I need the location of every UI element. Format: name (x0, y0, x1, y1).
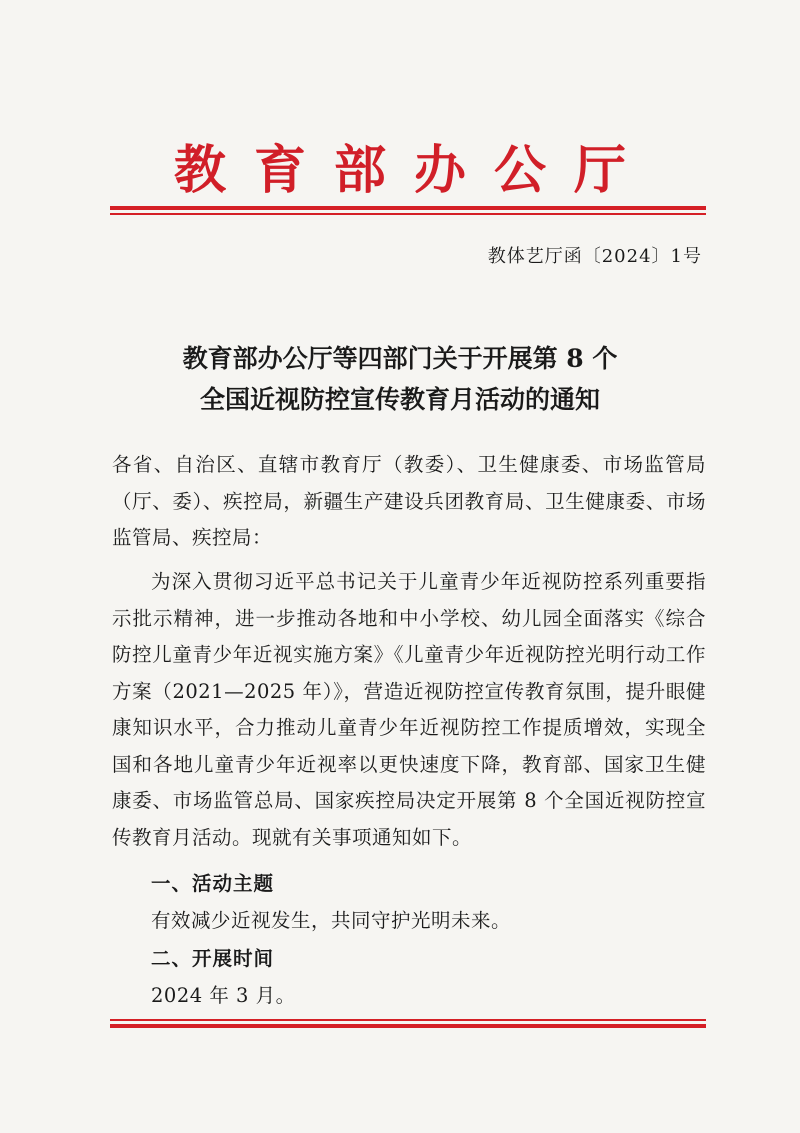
issuer-header: 教育部办公厅 (173, 140, 654, 201)
footer-red-rule-thick (110, 1024, 706, 1028)
document-number: 教体艺厅函〔2024〕1号 (487, 246, 702, 267)
recipients: 各省、自治区、直辖市教育厅（教委）、卫生健康委、市场监管局（厅、委）、疾控局，新疆生产建设兵团教育局、卫生健康委、市场监管局、疾控局： (112, 453, 706, 549)
section-text-time: 2024 年 3 月。 (151, 984, 296, 1007)
section-heading-theme: 一、活动主题 (151, 872, 275, 895)
footer-red-rule-thin (110, 1019, 706, 1021)
document-title (0, 338, 800, 420)
title-line-2: 全国近视防控宣传教育月活动的通知 (199, 385, 600, 414)
header-red-rule-thick (110, 206, 706, 210)
section-text-theme: 有效减少近视发生，共同守护光明未来。 (151, 909, 512, 932)
paragraph-intro: 为深入贯彻习近平总书记关于儿童青少年近视防控系列重要指示批示精神，进一步推动各地和中小学校、幼儿园全面落实《综合防控儿童青少年近视实施方案》《儿童青少年近视防控光明行动工作方案（2021—2025 年）》，营造近视防控宣传教育氛围，提升眼健康知识水平，合力推动儿童青少年近视防控工作提质增效，实现全国和各地儿童青少年近视率以更快速度下降，教育部、国家卫生健康委、市场监管总局、国家疾控局决定开展第 8 个全国近视防控宣传教育月活动。现就有关事项通知如下。 (112, 570, 706, 849)
title-line-1: 教育部办公厅等四部门关于开展第 8 个 (182, 344, 618, 373)
header-red-rule-thin (110, 213, 706, 215)
section-heading-time: 二、开展时间 (151, 947, 275, 970)
